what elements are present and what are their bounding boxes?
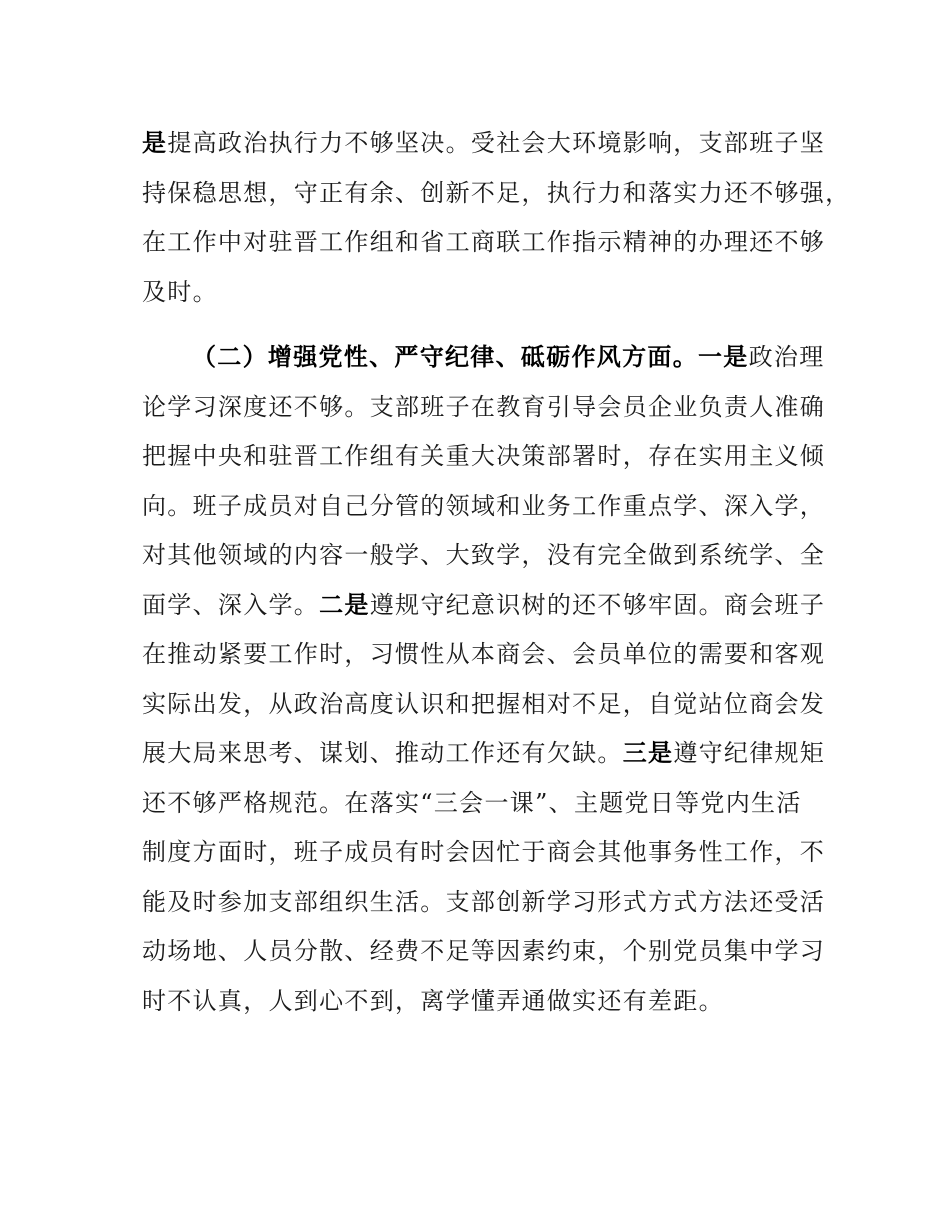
- paragraph-2: [142, 333, 826, 1026]
- paragraph-1: [142, 119, 851, 317]
- text-line: 实际出发，从政治高度认识和把握相对不足，自觉站位商会发: [142, 689, 826, 718]
- text-line: 在推动紧要工作时，习惯性从本商会、会员单位的需要和客观: [142, 640, 826, 668]
- text-line: [142, 729, 826, 779]
- text-line: 对其他领域的内容一般学、大致学，没有完全做到系统学、全: [142, 541, 826, 569]
- text-line: 动场地、人员分散、经费不足等因素约束，个别党员集中学习: [142, 937, 826, 965]
- text-line: 在工作中对驻晋工作组和省工商联工作指示精神的办理还不够: [142, 228, 826, 256]
- bold-marker: 是: [142, 129, 168, 157]
- text-line: 制度方面时，班子成员有时会因忙于商会其他事务性工作，不: [142, 838, 826, 866]
- text-line: [142, 333, 825, 383]
- line-text: 提高政治执行力不够坚决。受社会大环境影响，支部班子坚: [167, 129, 826, 157]
- section-heading: （二）增强党性、严守纪律、砥砺作风方面。: [192, 343, 698, 371]
- line-text: 遵规守纪意识树的还不够牢固。商会班子: [369, 590, 826, 619]
- text-line: 时不认真，人到心不到，离学懂弄通做实还有差距。: [142, 986, 724, 1015]
- line-text: 政治理: [748, 343, 825, 371]
- bold-marker: 一是: [698, 343, 749, 371]
- text-line: 还不够严格规范。在落实“三会一课”、主题党日等党内生活: [142, 788, 802, 817]
- text-line: [142, 581, 826, 631]
- line-text: 面学、深入学。: [142, 590, 320, 619]
- text-line: [142, 119, 826, 169]
- text-line: 持保稳思想，守正有余、创新不足，执行力和落实力还不够强，: [142, 178, 851, 207]
- bold-marker: 二是: [319, 590, 370, 619]
- text-line: 能及时参加支部组织生活。支部创新学习形式方式方法还受活: [142, 887, 826, 916]
- line-text: 遵守纪律规矩: [673, 739, 826, 767]
- text-line: 向。班子成员对自己分管的领域和业务工作重点学、深入学，: [142, 491, 826, 520]
- text-line: 论学习深度还不够。支部班子在教育引导会员企业负责人准确: [142, 392, 826, 421]
- text-line: 把握中央和驻晋工作组有关重大决策部署时，存在实用主义倾: [142, 442, 826, 470]
- text-line: 及时。: [142, 277, 218, 306]
- bold-marker: 三是: [622, 739, 674, 767]
- line-text: 展大局来思考、谋划、推动工作还有欠缺。: [142, 739, 623, 767]
